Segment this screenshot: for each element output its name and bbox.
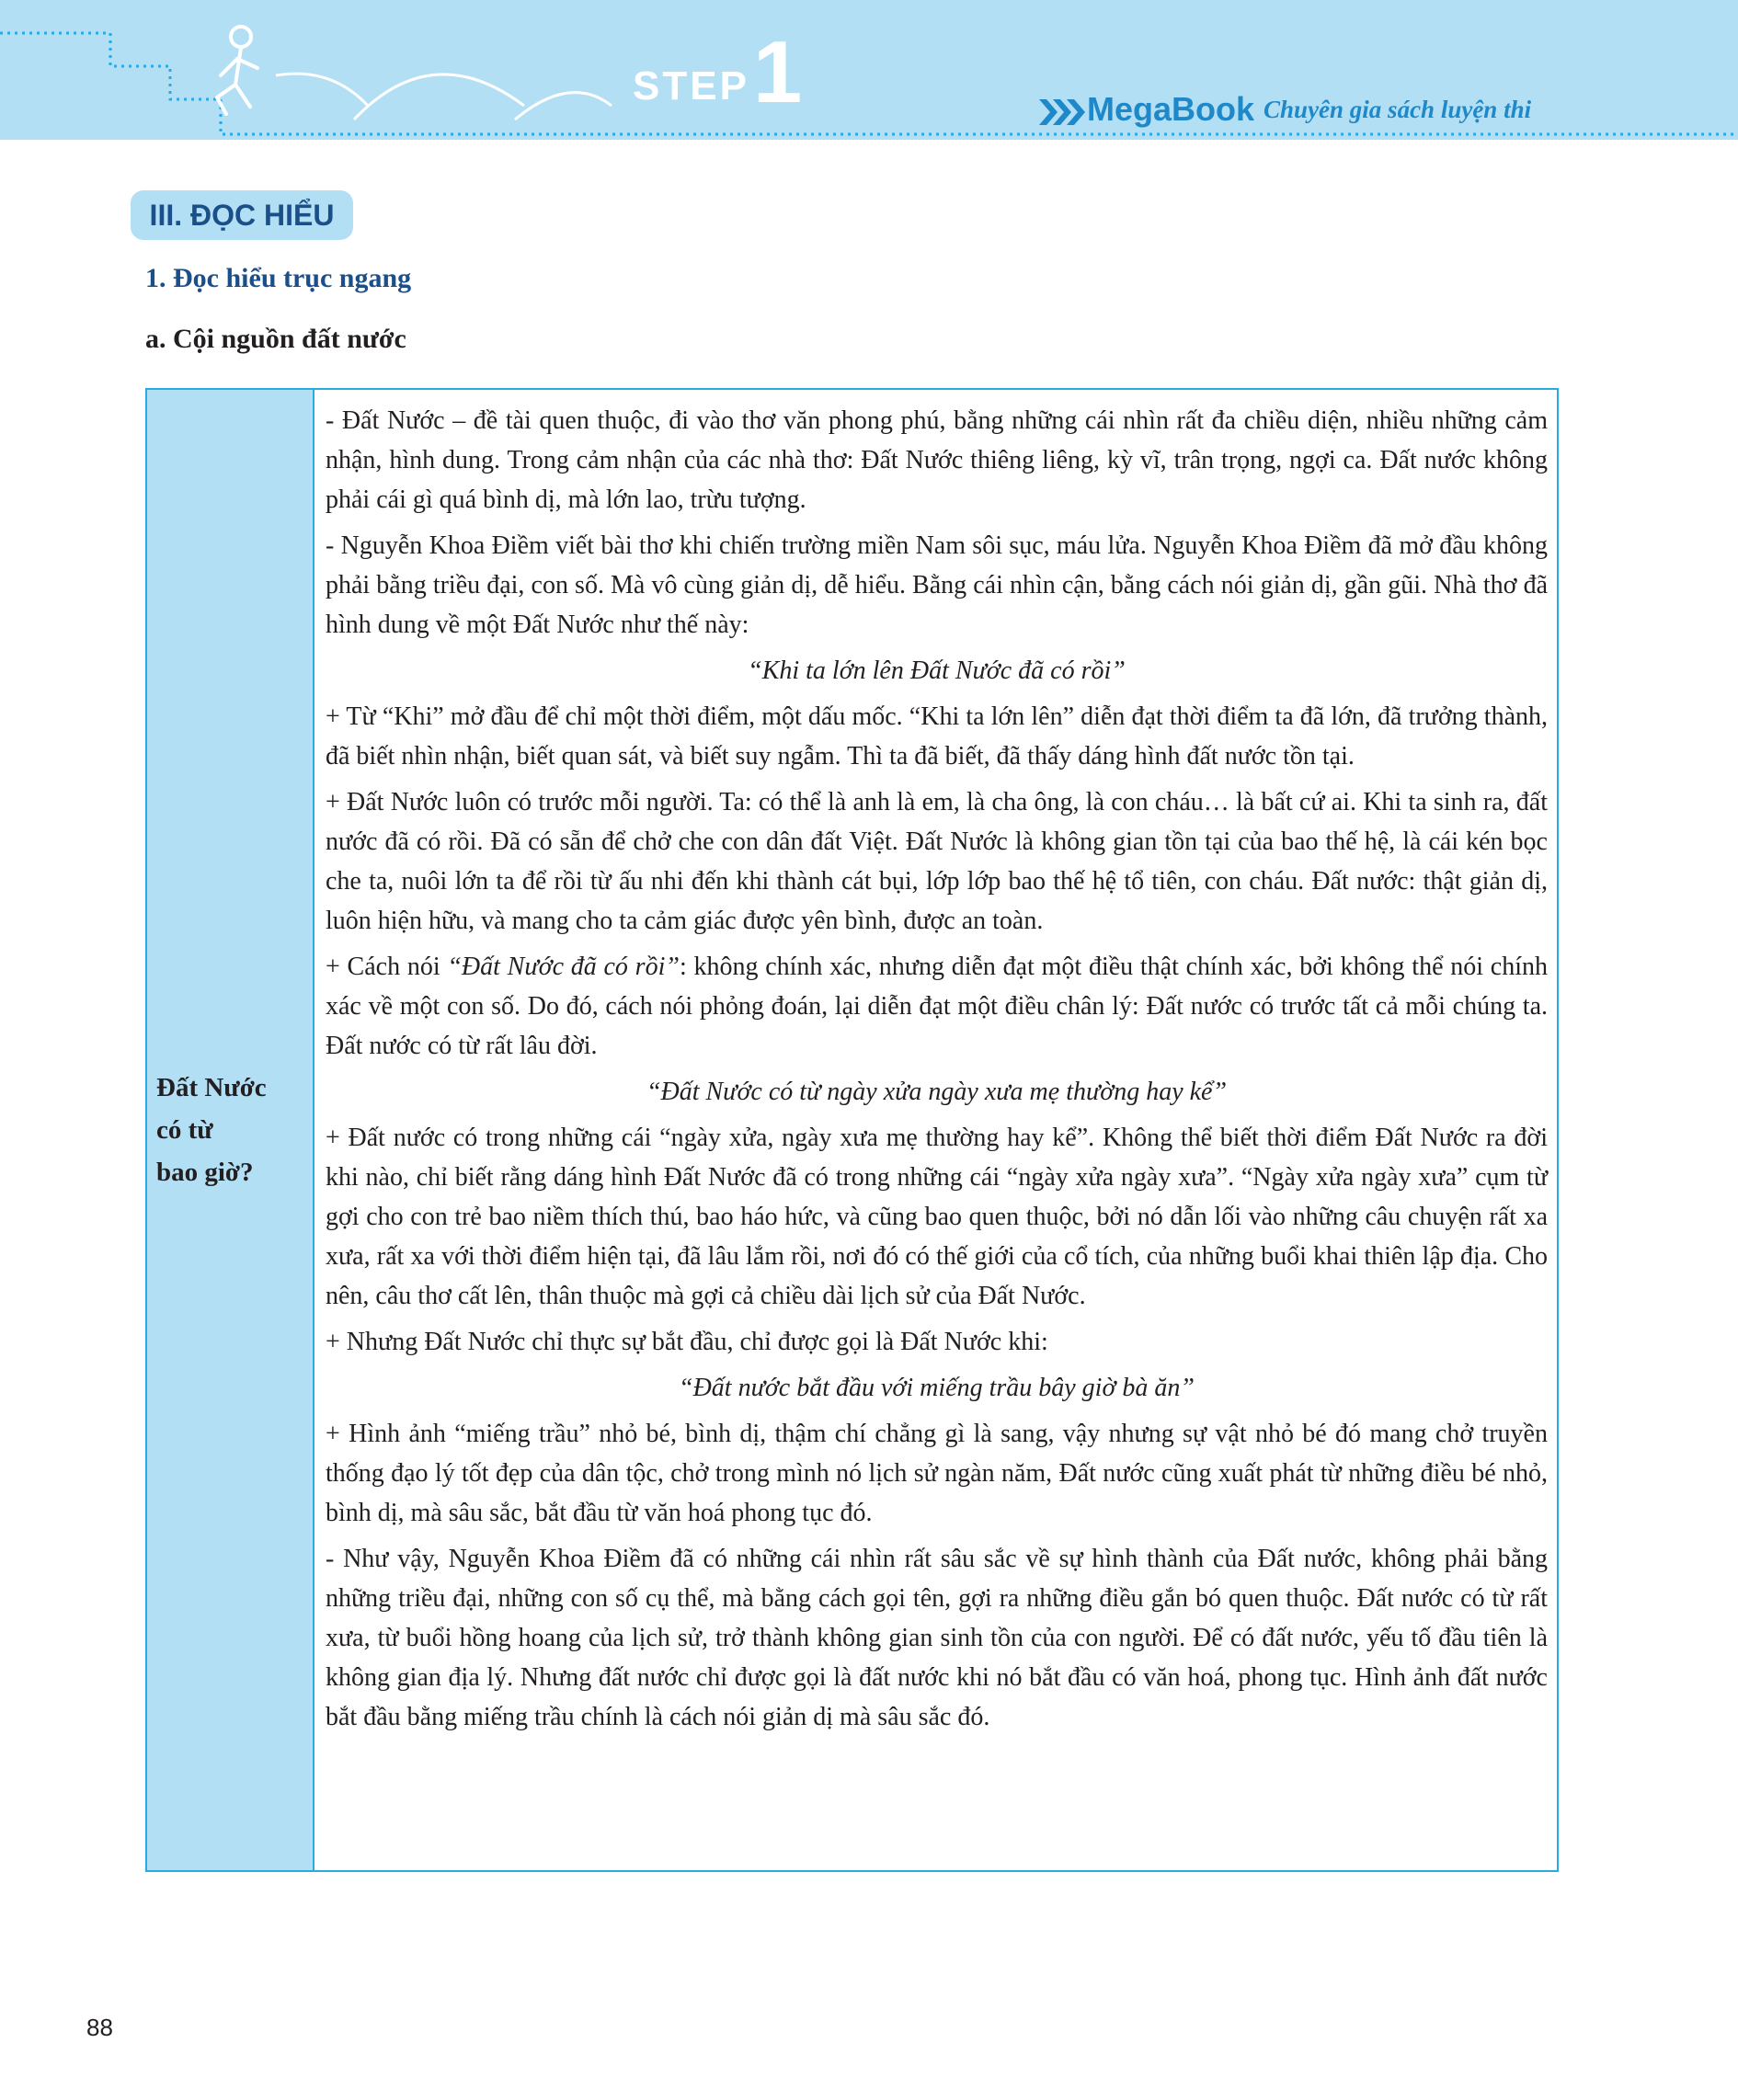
- step-label: [633, 23, 803, 121]
- motion-arcs: [276, 74, 612, 120]
- step-word: STEP: [633, 63, 749, 109]
- paragraph-italic-quote: “Đất Nước đã có rồi”: [447, 953, 680, 981]
- brand-name: MegaBook: [1087, 90, 1255, 128]
- page-number: 88: [86, 2014, 113, 2041]
- table-label-line: Đất Nước: [156, 1073, 267, 1102]
- content-table: [145, 388, 1559, 1872]
- table-label-cell: [147, 390, 314, 1870]
- brand: [1039, 90, 1531, 129]
- paragraph: - Nguyễn Khoa Điềm viết bài thơ khi chiến trường miền Nam sôi sục, máu lửa. Nguyễn Khoa Điềm đã mở đầu không phải bằng triều đại, con số. Mà vô cùng giản dị, dễ hiểu. Bằng cái nhìn cận, bằng cách nói giản dị, gần gũi. Nhà thơ đã hình dung về một Đất Nước như thế này:: [326, 531, 1548, 639]
- header-banner: [0, 0, 1738, 140]
- paragraph: [326, 947, 1548, 1066]
- section-title: III. ĐỌC HIỂU: [131, 190, 353, 240]
- subheading: 1. Đọc hiểu trục ngang: [145, 263, 412, 293]
- poem-quote: “Khi ta lớn lên Đất Nước đã có rồi”: [748, 656, 1126, 685]
- paragraph: + Từ “Khi” mở đầu để chỉ một thời điểm, một dấu mốc. “Khi ta lớn lên” diễn đạt thời điểm ta đã lớn, đã trưởng thành, đã biết nhìn nhận, biết quan sát, và biết suy ngẫm. Thì ta đã biết, đã thấy dáng hình đất nước tồn tại.: [326, 702, 1548, 770]
- table-content-cell: [314, 390, 1557, 1870]
- paragraph: + Đất Nước luôn có trước mỗi người. Ta: có thể là anh là em, là cha ông, là con cháu… là bất cứ ai. Khi ta sinh ra, đất nước đã có rồi. Đã có sẵn để chở che con dân đất Việt. Đất Nước là không gian tồn tại của bao thế hệ, là cái kén bọc che ta, nuôi lớn ta để rồi từ ấu nhi đến khi thành cát bụi, lớp lớp bao thế hệ tổ tiên, con cháu. Đất nước: thật giản dị, luôn hiện hữu, và mang cho ta cảm giác được yên bình, được an toàn.: [326, 788, 1548, 935]
- poem-quote: “Đất Nước có từ ngày xửa ngày xưa mẹ thường hay kể”: [646, 1078, 1228, 1106]
- step-number: 1: [752, 23, 803, 121]
- paragraph-text: : không chính xác, nhưng diễn đạt một điều thật chính xác, bởi không thể nói chính xác về một con số. Do đó, cách nói phỏng đoán, lại diễn đạt một điều chân lý: Đất nước có trước tất cả mỗi chúng ta. Đất nước có từ rất lâu đời.: [326, 953, 1548, 1060]
- paragraph-text: + Cách nói: [326, 953, 448, 981]
- paragraph: - Như vậy, Nguyễn Khoa Điềm đã có những cái nhìn rất sâu sắc về sự hình thành của Đất nước, không phải bằng những triều đại, những con số cụ thể, mà bằng cách gọi tên, gợi ra những điều gắn bó quen thuộc. Đất nước có từ rất xưa, từ buổi hồng hoang của lịch sử, trở thành không gian sinh tồn của con người. Để có đất nước, yếu tố đầu tiên là không gian địa lý. Nhưng đất nước chỉ được gọi là đất nước khi nó bắt đầu có văn hoá, phong tục. Hình ảnh đất nước bắt đầu bằng miếng trầu chính là cách nói giản dị mà sâu sắc đó.: [326, 1545, 1548, 1731]
- subsubheading: a. Cội nguồn đất nước: [145, 324, 406, 354]
- table-label-line: có từ: [156, 1115, 213, 1145]
- paragraph: + Hình ảnh “miếng trầu” nhỏ bé, bình dị, thậm chí chẳng gì là sang, vậy nhưng sự vật nhỏ bé đó mang chở truyền thống đạo lý tốt đẹp của dân tộc, chở trong mình nó lịch sử ngàn năm, Đất nước cũng xuất phát từ những điều bé nhỏ, bình dị, mà sâu sắc, bắt đầu từ văn hoá phong tục đó.: [326, 1420, 1548, 1527]
- poem-quote: “Đất nước bắt đầu với miếng trầu bây giờ bà ăn”: [679, 1374, 1195, 1402]
- table-label-line: bao giờ?: [156, 1158, 254, 1187]
- table-label: [156, 1067, 267, 1193]
- paragraph: - Đất Nước – đề tài quen thuộc, đi vào thơ văn phong phú, bằng những cái nhìn rất đa chiều diện, nhiều những cảm nhận, hình dung. Trong cảm nhận của các nhà thơ: Đất Nước thiêng liêng, kỳ vĩ, trân trọng, ngợi ca. Đất nước không phải cái gì quá bình dị, mà lớn lao, trừu tượng.: [326, 406, 1548, 514]
- paragraph: + Đất nước có trong những cái “ngày xửa, ngày xưa mẹ thường hay kể”. Không thể biết thời điểm Đất Nước ra đời khi nào, chỉ biết rằng dáng hình Đất Nước đã có trong những cái “ngày xửa ngày xưa”. “Ngày xửa ngày xưa” cụm từ gợi cho con trẻ bao niềm thích thú, bao háo hức, và cũng bao quen thuộc, bởi nó dẫn lối vào những câu chuyện rất xa xưa, rất xa với thời điểm hiện tại, đã lâu lắm rồi, nơi đó có thế giới của cổ tích, của những buổi khai thiên lập địa. Cho nên, câu thơ cất lên, thân thuộc mà gợi cả chiều dài lịch sử của Đất Nước.: [326, 1124, 1548, 1310]
- running-figure-icon: [217, 27, 257, 114]
- brand-tagline: Chuyên gia sách luyện thi: [1263, 95, 1532, 123]
- paragraph: + Nhưng Đất Nước chỉ thực sự bắt đầu, chỉ được gọi là Đất Nước khi:: [326, 1328, 1048, 1356]
